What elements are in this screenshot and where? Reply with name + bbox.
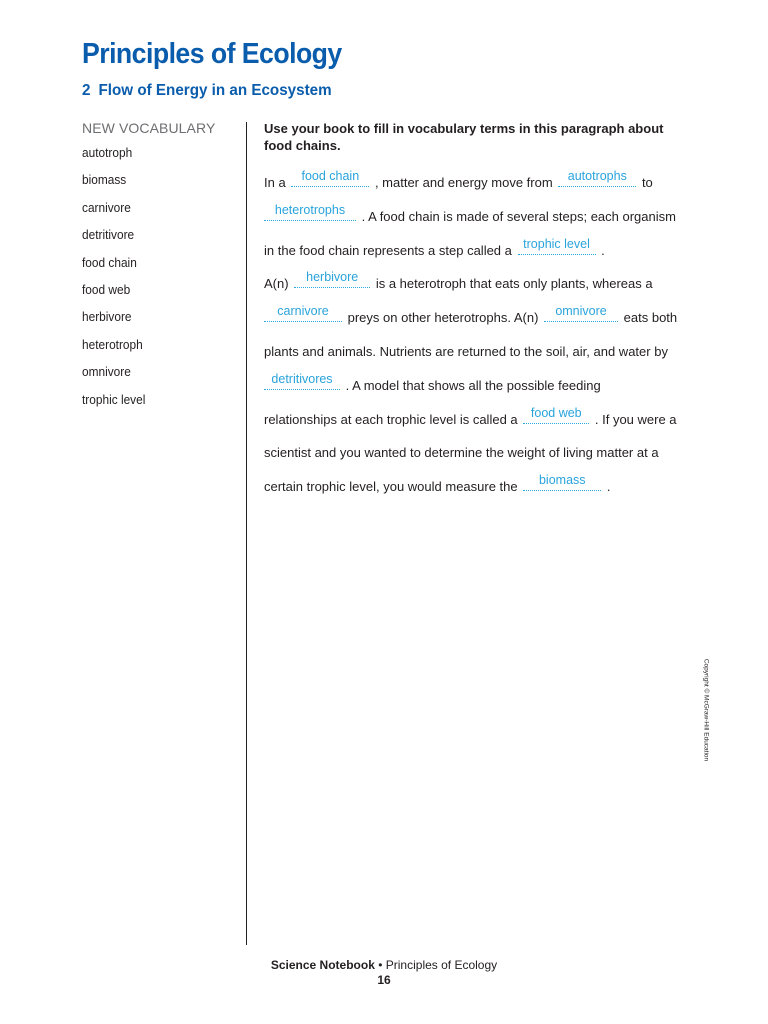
answer-text: biomass [538,473,586,488]
answer-blank[interactable] [264,371,340,390]
footer-book-title: Science Notebook [270,958,375,972]
paragraph-text: A(n) [264,276,289,292]
column-divider [246,122,247,945]
paragraph-text: to [641,175,653,190]
answer-text: herbivore [306,270,359,285]
vocabulary-term: biomass [82,173,127,188]
page-number: 16 [377,973,391,987]
vocabulary-term: autotroph [82,146,133,160]
footer-separator: • [378,958,383,972]
fill-in-paragraph [264,166,689,504]
section-heading [82,82,332,100]
vocabulary-term: detritivore [82,228,135,243]
footer-chapter: Principles of Ecology [385,958,498,972]
paragraph-text: In a [264,175,286,190]
answer-text: food chain [301,169,360,183]
paragraph-text: scientist and you wanted to determine the weight of living matter at a [264,445,659,461]
answer-blank[interactable] [558,169,636,187]
vocabulary-heading: NEW VOCABULARY [82,120,216,136]
paragraph-text: . A food chain is made of several steps; each organism [361,208,676,224]
paragraph-text: certain trophic level, you would measure the [264,479,518,495]
paragraph-text: , matter and energy move from [374,175,553,190]
paragraph-text: . If you were a [594,411,677,427]
paragraph-text: . [601,242,605,258]
answer-text: heterotrophs [274,202,346,217]
paragraph-text: preys on other heterotrophs. A(n) [347,310,539,326]
page-title: Principles of Ecology [82,38,342,70]
answer-blank[interactable] [544,304,618,322]
answer-blank[interactable] [294,270,370,288]
paragraph-text: relationships at each trophic level is called a [264,411,518,427]
answer-blank[interactable] [264,304,342,322]
vocabulary-term: carnivore [82,200,131,215]
page-footer [0,958,768,972]
answer-blank[interactable] [523,473,601,491]
paragraph-text: is a heterotroph that eats only plants, whereas a [375,276,653,292]
answer-text: omnivore [555,304,607,319]
vocabulary-term: omnivore [82,365,131,380]
section-title: Flow of Energy in an Ecosystem [98,82,332,99]
answer-text: autotrophs [567,169,627,183]
answer-blank[interactable] [291,169,369,187]
copyright-notice: Copyright © McGraw-Hill Education [702,658,710,762]
answer-text: carnivore [277,304,329,319]
paragraph-text: in the food chain represents a step called a [264,242,512,258]
vocabulary-term: herbivore [82,310,132,325]
answer-text: trophic level [523,236,590,251]
answer-blank[interactable] [264,202,356,221]
vocabulary-list [82,146,149,420]
section-number: 2 [82,82,91,99]
paragraph-text: eats both [623,310,678,326]
exercise-instructions: Use your book to fill in vocabulary terms in this paragraph about food chains. [264,121,664,153]
answer-blank[interactable] [518,236,596,255]
answer-text: detritivores [271,371,333,386]
vocabulary-term: heterotroph [82,337,143,352]
paragraph-text: . A model that shows all the possible feeding [345,377,601,393]
paragraph-text: plants and animals. Nutrients are returned to the soil, air, and water by [264,343,668,359]
vocabulary-term: food chain [82,255,137,270]
vocabulary-term: trophic level [82,392,146,407]
paragraph-text: . [606,479,611,495]
vocabulary-term: food web [82,282,131,297]
answer-blank[interactable] [523,405,589,424]
answer-text: food web [530,405,582,420]
